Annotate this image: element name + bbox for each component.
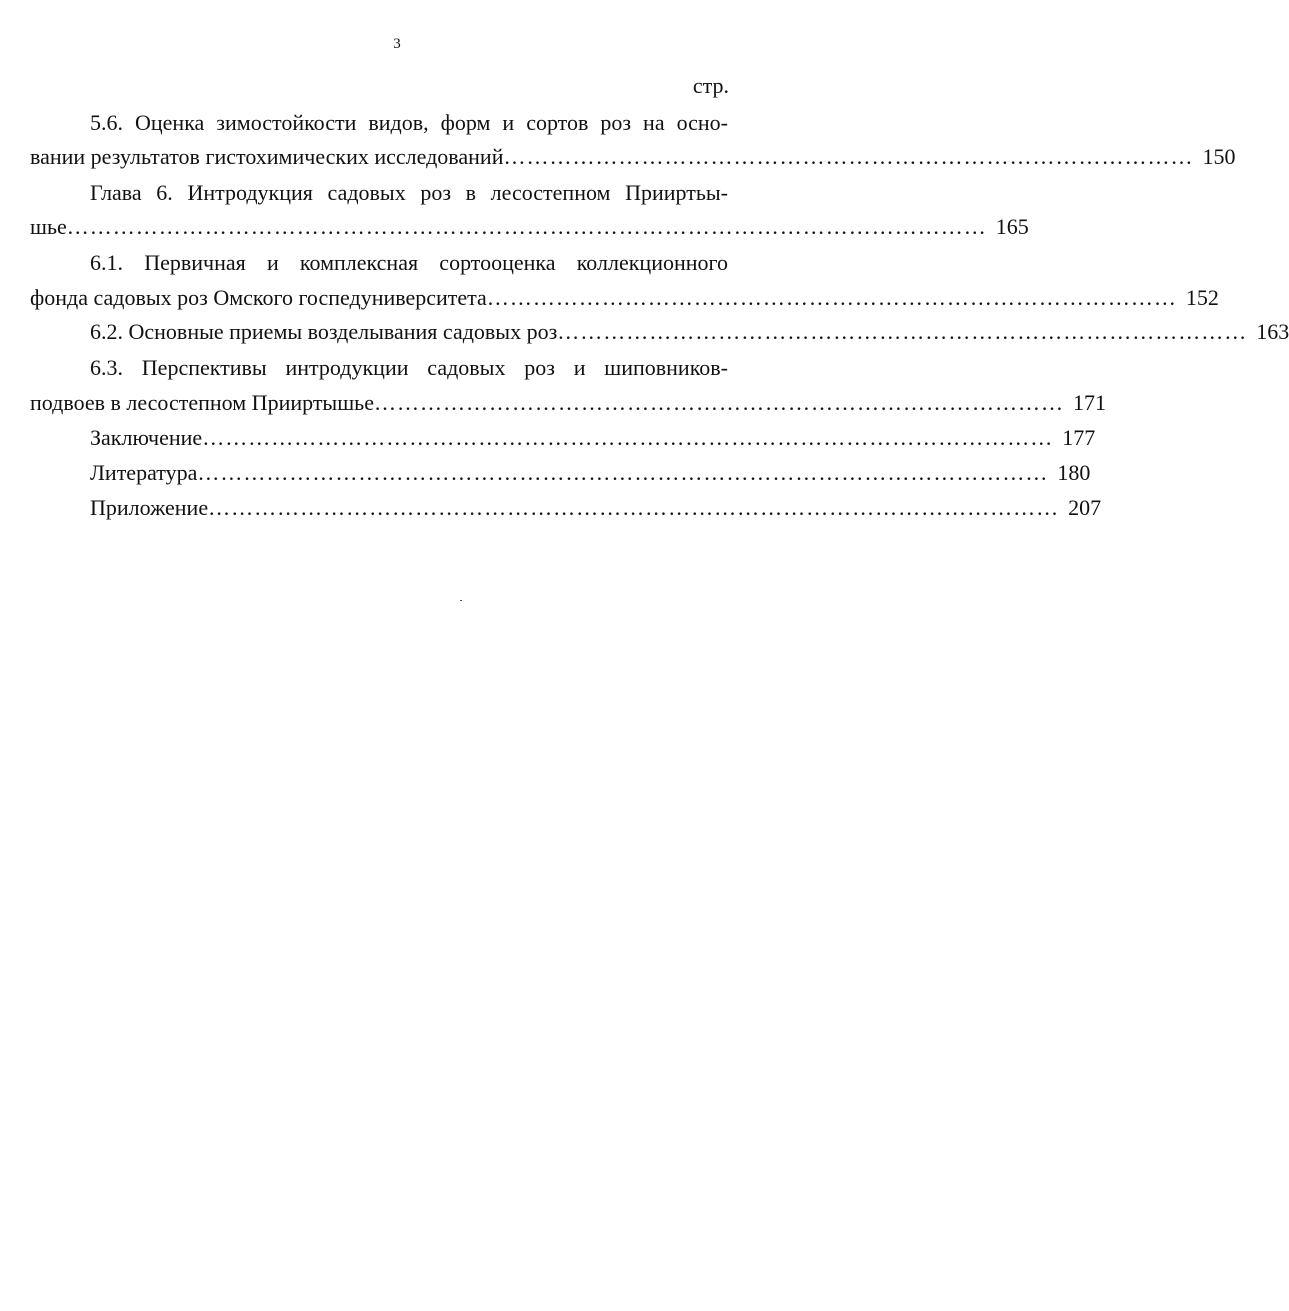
toc-entry-appendix [0,491,1102,525]
toc-page-literature: 180 [1057,460,1091,485]
toc-entry-5-6 [0,140,1236,174]
toc-page-6-2: 163 [1256,319,1289,344]
toc-entry-6-3-line1: 6.3. Перспективы интродукции садовых роз и шиповников- [90,355,728,380]
page-number: 3 [393,36,401,52]
toc-entry-conclusion-title: Заключение [90,425,203,450]
dot-leader: ……………………………………………………………………………… [557,319,1248,344]
toc-entry-6-1-line1: 6.1. Первичная и комплексная сортооценка коллекционного [90,250,728,275]
toc-entry-6-1 [0,281,1219,315]
dot-leader: ………………………………………………………………………………………………… [208,495,1060,520]
dot-leader: ………………………………………………………………………………………………… [197,460,1049,485]
toc-entry-appendix-title: Приложение [90,495,209,520]
toc-entry-6-2-title: 6.2. Основные приемы возделывания садовых роз [90,319,558,344]
dot-leader: ………………………………………………………………………………………………… [202,425,1054,450]
toc-entry-literature-title: Литература [90,460,198,485]
toc-entry-literature [0,456,1091,490]
toc-entry-chapter-6 [0,210,1029,244]
dot-leader: ………………………………………………………………………………………………………… [66,214,987,239]
dot-leader: ……………………………………………………………………………… [486,285,1177,310]
toc-entry-6-2 [0,315,1289,349]
page-column-header: стр. [692,73,729,98]
toc-entry-chapter-6-line1: Глава 6. Интродукция садовых роз в лесостепном Прииртьы- [90,180,728,205]
scan-speck [460,600,462,601]
toc-entry-conclusion [0,421,1096,455]
toc-page-chapter-6: 165 [995,214,1029,239]
toc-page-5-6: 150 [1202,144,1236,169]
toc-entry-6-3-line2: подвоев в лесостепном Прииртышье [30,390,374,415]
toc-entry-5-6-line1: 5.6. Оценка зимостойкости видов, форм и сортов роз на осно- [90,110,728,135]
dot-leader: ……………………………………………………………………………… [373,390,1064,415]
toc-entry-6-1-line2: фонда садовых роз Омского госпедуниверситета [30,285,487,310]
toc-page-conclusion: 177 [1062,425,1096,450]
toc-page-6-3: 171 [1072,390,1106,415]
toc-page-6-1: 152 [1185,285,1219,310]
toc-entry-6-3 [0,386,1106,420]
toc-entry-5-6-line2: вании результатов гистохимических исследований [30,144,504,169]
toc-page-appendix: 207 [1068,495,1102,520]
toc-entry-chapter-6-line2: шье [30,214,67,239]
dot-leader: ……………………………………………………………………………… [503,144,1194,169]
